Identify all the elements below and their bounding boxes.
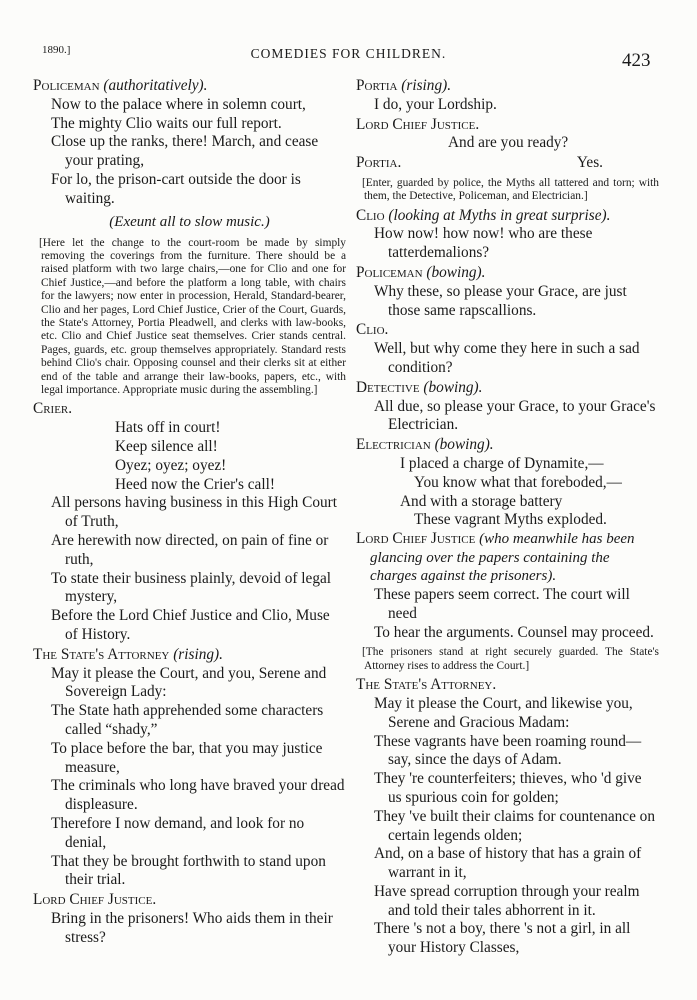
speaker-direction: (authoritatively).	[103, 77, 208, 94]
running-header-year: 1890.]	[42, 44, 71, 56]
dialogue-line: Bring in the prisoners! Who aids them in their stress?	[51, 909, 333, 946]
speaker-electrician	[356, 436, 659, 455]
speaker-clio	[356, 207, 659, 226]
dialogue-line: Why these, so please your Grace, are just those same rapscallions.	[374, 282, 627, 319]
speaker-name: Portia	[356, 77, 398, 94]
speaker-clio: Clio.	[356, 321, 389, 339]
dialogue-line: May it please the Court, and you, Serene and Sovereign Lady:	[51, 664, 327, 701]
dialogue-line: They 're counterfeiters; thieves, who 'd give us spurious coin for golden;	[374, 770, 642, 806]
verse-line: You know what that foreboded,—	[414, 473, 622, 491]
verse-line: And with a storage battery	[400, 492, 563, 510]
speaker-crier: Crier.	[33, 400, 73, 418]
speaker-name: Policeman	[356, 263, 423, 281]
verse-line: Heed now the Crier's call!	[115, 475, 275, 493]
exeunt-direction: (Exeunt all to slow music.)	[109, 213, 270, 230]
dialogue-line: Before the Lord Chief Justice and Clio, Muse of History.	[51, 607, 330, 644]
speaker-states-attorney: The State's Attorney.	[356, 676, 497, 694]
dialogue-line: All persons having business in this High Court of Truth,	[51, 494, 337, 531]
dialogue-line: Well, but why come they here in such a sad condition?	[374, 340, 640, 376]
stage-direction: [Here let the change to the court-room be made by simply removing the coverings from the furniture. There should be a raised platform with two large chairs,—one for Clio and one for Chief Justice,—and before the platform a long table, with chairs for the lawyers; now enter in procession, Herald, Standard-bearer, Clio and her pages, Lord Chief Justice, Crier of the Court, Guards, the State's Attorney, Portia Pleadwell, and clerks with law-books, etc. Clio and Chief Justice seat themselves. Crier stands central. Pages, guards, etc. group themselves appropriately. Standard rests behind Clio's chair. Opposing counsel and their clerks sit at either end of the table and arrange their law-books, papers, etc., with legal importance. Appropriate music during the assembling.]	[39, 236, 346, 397]
dialogue-line: These papers seem correct. The court will need	[374, 585, 630, 622]
dialogue-line: Are herewith now directed, on pain of fine or ruth,	[51, 532, 329, 568]
speaker-name: Lord Chief Justice	[356, 530, 476, 548]
speaker-name: Detective	[356, 378, 420, 396]
speaker-direction: (looking at Myths in great surprise).	[388, 206, 611, 224]
dialogue-line: Have spread corruption through your realm and told their tales abhorrent in it.	[374, 882, 640, 919]
page-number: 423	[622, 50, 651, 71]
dialogue-line: All due, so please your Grace, to your Grace's Electrician.	[374, 397, 656, 434]
speaker-detective	[356, 379, 659, 398]
stage-direction: [The prisoners stand at right securely guarded. The State's Attorney rises to address the Court.]	[362, 646, 659, 672]
left-column	[33, 76, 346, 948]
dialogue-line: Close up the ranks, there! March, and cease your prating,	[51, 133, 319, 170]
verse-line: I placed a charge of Dynamite,—	[400, 454, 604, 472]
speaker-lord-chief-justice: Lord Chief Justice.	[33, 891, 157, 909]
speaker-direction: (bowing).	[423, 378, 483, 396]
speaker-portia: Portia.	[356, 154, 402, 172]
verse-line: Oyez; oyez; oyez!	[115, 456, 227, 474]
verse-line: Hats off in court!	[115, 419, 221, 437]
dialogue-line: They 've built their claims for countenance on certain legends olden;	[374, 807, 655, 844]
dialogue-line: These vagrants have been roaming round—say, since the days of Adam.	[374, 732, 642, 769]
dialogue-line: To hear the arguments. Counsel may proceed.	[374, 623, 654, 641]
speaker-name: The State's Attorney	[33, 645, 170, 663]
speaker-direction: (who meanwhile has been glancing over the papers containing the charges against the prisoners).	[370, 531, 635, 585]
speaker-direction: (rising).	[173, 645, 223, 663]
running-header-title: COMEDIES FOR CHILDREN.	[250, 46, 447, 61]
dialogue-line: Yes.	[576, 153, 603, 171]
speaker-lord-chief-justice: Lord Chief Justice.	[356, 115, 480, 133]
verse-line: Keep silence all!	[115, 438, 218, 456]
dialogue-line: The State hath apprehended some characters called “shady,”	[51, 702, 324, 738]
speaker-direction: (bowing).	[434, 436, 494, 454]
speaker-name: Policeman	[33, 77, 100, 94]
dialogue-line: To state their business plainly, devoid of legal mystery,	[51, 569, 332, 606]
dialogue-line: I do, your Lordship.	[374, 95, 497, 113]
speaker-name: Electrician	[356, 436, 431, 454]
dialogue-line: And are you ready?	[448, 134, 569, 152]
speaker-policeman	[356, 264, 659, 283]
speaker-name: Clio	[356, 206, 385, 224]
dialogue-line: For lo, the prison-cart outside the door is waiting.	[51, 170, 301, 207]
dialogue-line: And, on a base of history that has a grain of warrant in it,	[374, 845, 642, 882]
dialogue-line: There 's not a boy, there 's not a girl, in all your History Classes,	[374, 920, 631, 957]
speaker-lord-chief-justice	[356, 530, 659, 586]
dialogue-line: May it please the Court, and likewise you, Serene and Gracious Madam:	[374, 694, 633, 731]
speaker-direction: (rising).	[401, 77, 452, 94]
dialogue-line: The criminals who long have braved your dread displeasure.	[51, 777, 345, 814]
dialogue-line: That they be brought forthwith to stand upon their trial.	[51, 852, 326, 889]
dialogue-line: The mighty Clio waits our full report.	[51, 114, 282, 132]
speaker-direction: (bowing).	[426, 263, 486, 281]
speaker-states-attorney	[33, 646, 346, 665]
speaker-policeman	[33, 77, 346, 96]
right-column	[356, 76, 659, 958]
dialogue-line: Now to the palace where in solemn court,	[51, 95, 306, 113]
dialogue-line: How now! how now! who are these tatterdemalions?	[374, 225, 593, 262]
speaker-portia	[356, 77, 659, 96]
dialogue-line: To place before the bar, that you may justice measure,	[51, 739, 323, 776]
stage-direction: [Enter, guarded by police, the Myths all tattered and torn; with them, the Detective, Policeman, and Electrician.]	[362, 176, 659, 203]
dialogue-line: Therefore I now demand, and look for no denial,	[51, 814, 305, 851]
verse-line: These vagrant Myths exploded.	[414, 511, 607, 529]
